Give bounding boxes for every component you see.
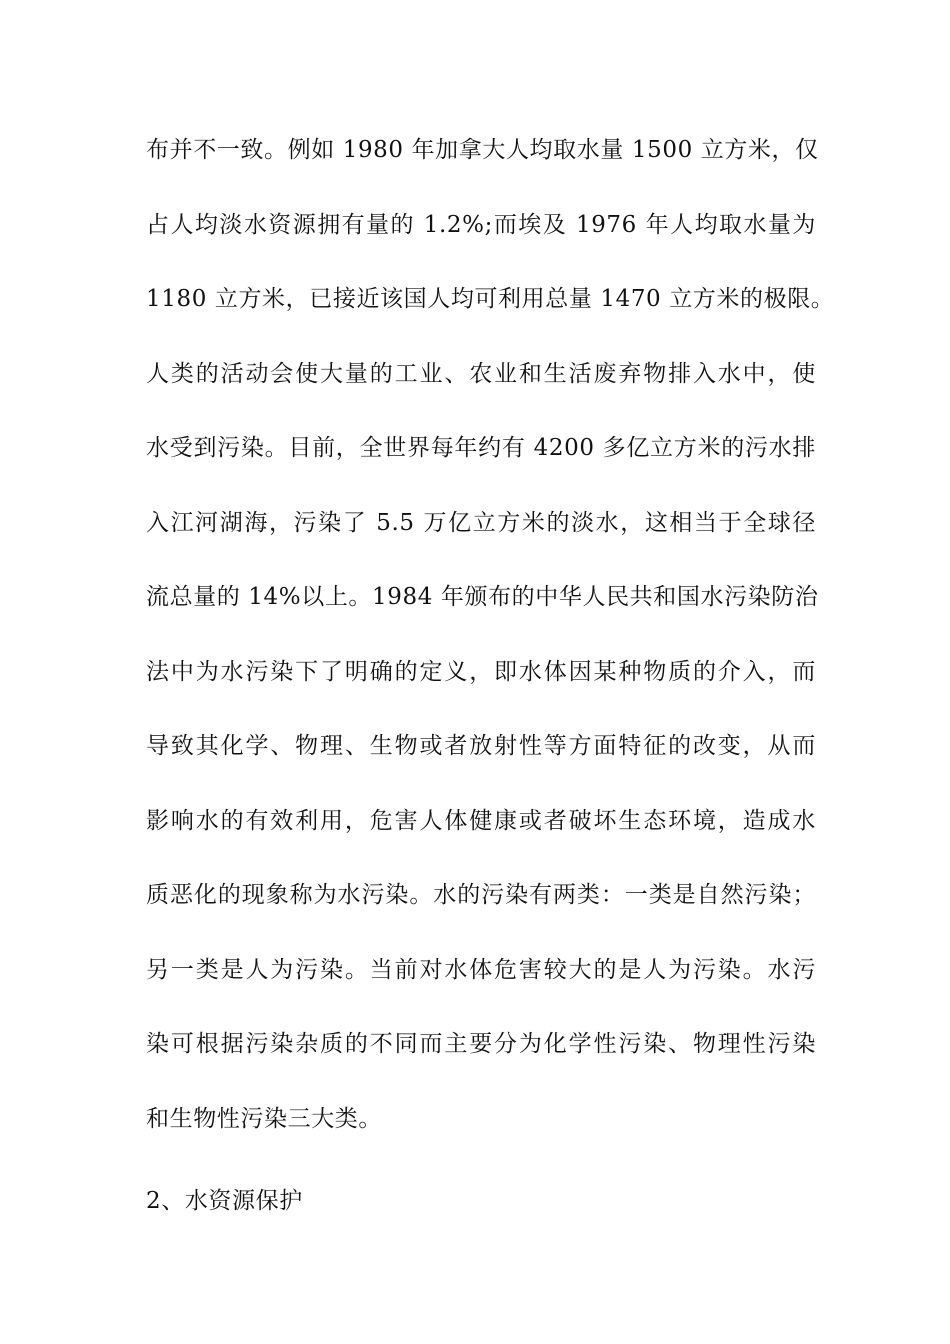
text-line-4: 人类的活动会使大量的工业、农业和生活废弃物排入水中，使 (146, 360, 816, 387)
text-line-11: 质恶化的现象称为水污染。水的污染有两类：一类是自然污染； (146, 882, 816, 908)
text-line-14: 和生物性污染三大类。 (146, 1105, 382, 1132)
text-line-5: 水受到污染。目前，全世界每年约有 4200 多亿立方米的污水排 (146, 435, 816, 461)
text-line-6: 入江河湖海，污染了 5.5 万亿立方米的淡水，这相当于全球径 (146, 509, 816, 536)
text-line-8: 法中为水污染下了明确的定义，即水体因某种物质的介入，而 (146, 658, 816, 685)
text-line-3: 1180 立方米，已接近该国人均可利用总量 1470 立方米的极限。 (146, 286, 835, 312)
text-line-9: 导致其化学、物理、生物或者放射性等方面特征的改变，从而 (146, 733, 816, 759)
text-line-1: 布并不一致。例如 1980 年加拿大人均取水量 1500 立方米，仅 (146, 137, 819, 163)
section-heading: 2、水资源保护 (146, 1188, 303, 1214)
text-line-2: 占人均淡水资源拥有量的 1.2%;而埃及 1976 年人均取水量为 (146, 211, 816, 238)
text-line-12: 另一类是人为污染。当前对水体危害较大的是人为污染。水污 (146, 956, 816, 983)
text-line-13: 染可根据污染杂质的不同而主要分为化学性污染、物理性污染 (146, 1031, 816, 1057)
text-line-7: 流总量的 14%以上。1984 年颁布的中华人民共和国水污染防治 (146, 584, 819, 610)
body-text (146, 126, 835, 1169)
text-line-10: 影响水的有效利用，危害人体健康或者破坏生态环境，造成水 (146, 807, 816, 834)
